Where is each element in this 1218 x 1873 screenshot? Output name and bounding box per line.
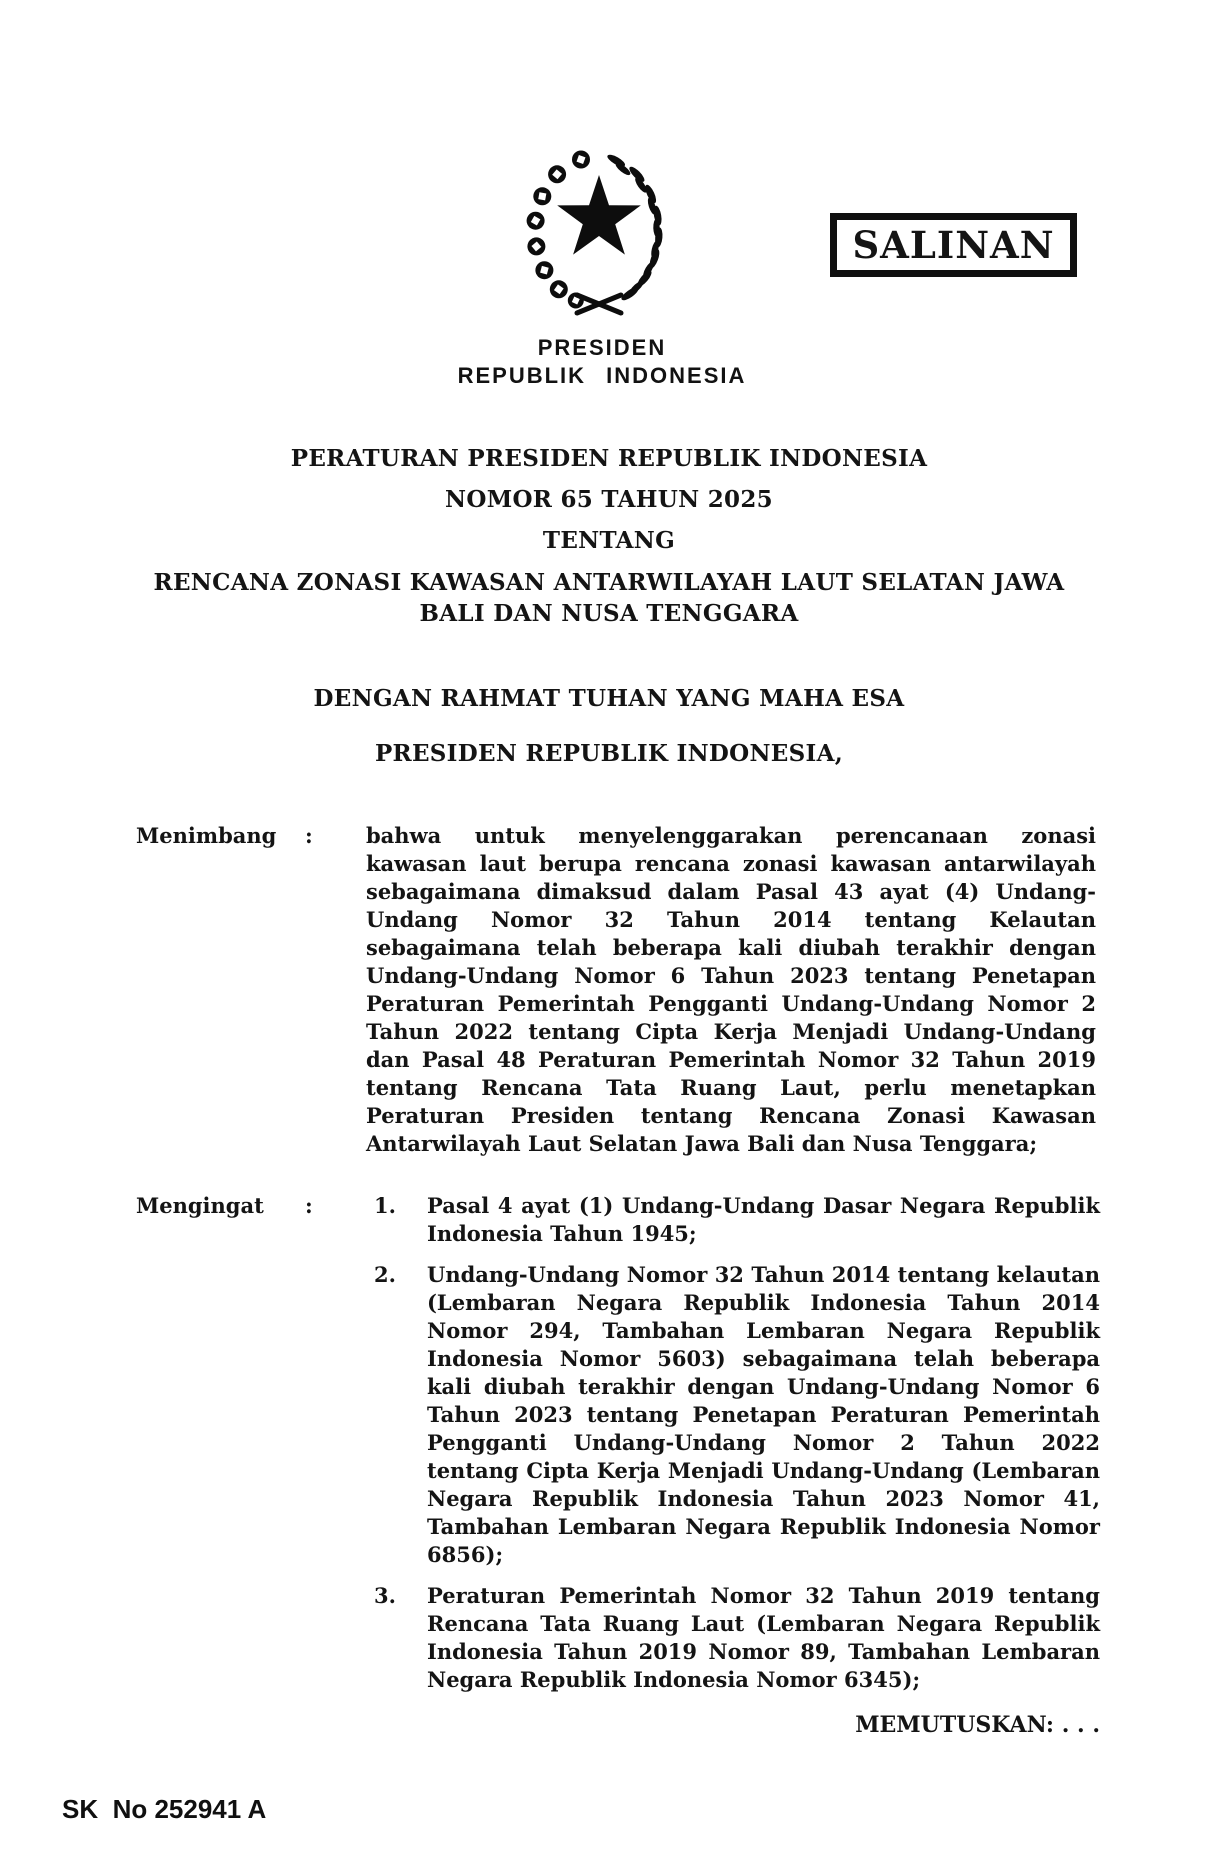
recalling-label: Mengingat — [136, 1193, 264, 1218]
regulation-number-line: NOMOR 65 TAHUN 2025 — [445, 486, 773, 513]
considering-text: bahwa untuk menyelenggarakan perencanaan zonasi kawasan laut berupa rencana zonasi kawasan antarwilayah sebagaimana dimaksud dalam Pasal 43 ayat (4) Undang-Undang Nomor 32 Tahun 2014 tentang Kelautan sebagaimana telah beberapa kali diubah terakhir dengan Undang-Undang Nomor 6 Tahun 2023 tentang Penetapan Peraturan Pemerintah Pengganti Undang-Undang Nomor 2 Tahun 2022 tentang Cipta Kerja Menjadi Undang-Undang dan Pasal 48 Peraturan Pemerintah Nomor 32 Tahun 2019 tentang Rencana Tata Ruang Laut, perlu menetapkan Peraturan Presiden tentang Rencana Zonasi Kawasan Antarwilayah Laut Selatan Jawa Bali dan Nusa Tenggara; — [366, 823, 1096, 1156]
recalling-item-text: Pasal 4 ayat (1) Undang-Undang Dasar Negara Republik Indonesia Tahun 1945; — [427, 1193, 1100, 1246]
salinan-stamp — [830, 213, 1077, 277]
recalling-item-number: 1. — [374, 1193, 396, 1218]
regulation-subject-line: RENCANA ZONASI KAWASAN ANTARWILAYAH LAUT SELATAN JAWA BALI DAN NUSA TENGGARA — [153, 569, 1065, 627]
doc-number: SK No 252941 A — [62, 1794, 267, 1824]
considering-section — [0, 822, 1218, 1158]
considering-colon: : — [305, 823, 313, 848]
authority-line: PRESIDEN REPUBLIK INDONESIA, — [374, 740, 844, 767]
recalling-colon: : — [305, 1193, 313, 1218]
recalling-section — [0, 1192, 1218, 1694]
salinan-stamp-label: SALINAN — [852, 222, 1055, 267]
decision-line: MEMUTUSKAN: . . . — [855, 1712, 1100, 1738]
presidential-star-wreath-emblem-icon — [517, 143, 677, 319]
recalling-item — [366, 1192, 1100, 1248]
recalling-item-number: 3. — [374, 1583, 396, 1608]
regulation-title-line: PERATURAN PRESIDEN REPUBLIK INDONESIA — [290, 445, 928, 472]
recalling-item-number: 2. — [374, 1262, 396, 1287]
regulation-tentang-line: TENTANG — [542, 527, 676, 554]
recalling-item-text: Undang-Undang Nomor 32 Tahun 2014 tentang kelautan (Lembaran Negara Republik Indonesia Tahun 2014 Nomor 294, Tambahan Lembaran Negara Republik Indonesia Nomor 5603) sebagaimana telah beberapa kali diubah terakhir dengan Undang-Undang Nomor 6 Tahun 2023 tentang Penetapan Peraturan Pemerintah Pengganti Undang-Undang Nomor 2 Tahun 2022 tentang Cipta Kerja Menjadi Undang-Undang (Lembaran Negara Republik Indonesia Tahun 2023 Nomor 41, Tambahan Lembaran Negara Republik Indonesia Nomor 6856); — [427, 1262, 1100, 1567]
letterhead-presiden: PRESIDEN — [537, 335, 667, 360]
invocation-line: DENGAN RAHMAT TUHAN YANG MAHA ESA — [313, 685, 905, 712]
recalling-item-text: Peraturan Pemerintah Nomor 32 Tahun 2019 tentang Rencana Tata Ruang Laut (Lembaran Negara Republik Indonesia Tahun 2019 Nomor 89, Tambahan Lembaran Negara Republik Indonesia Nomor 6345); — [427, 1583, 1100, 1692]
recalling-item — [366, 1582, 1100, 1694]
letterhead-republik-indonesia: REPUBLIK INDONESIA — [457, 363, 747, 388]
considering-label: Menimbang — [136, 823, 277, 848]
letterhead — [0, 334, 1204, 390]
recalling-item — [366, 1261, 1100, 1569]
recalling-items — [366, 1192, 1100, 1694]
